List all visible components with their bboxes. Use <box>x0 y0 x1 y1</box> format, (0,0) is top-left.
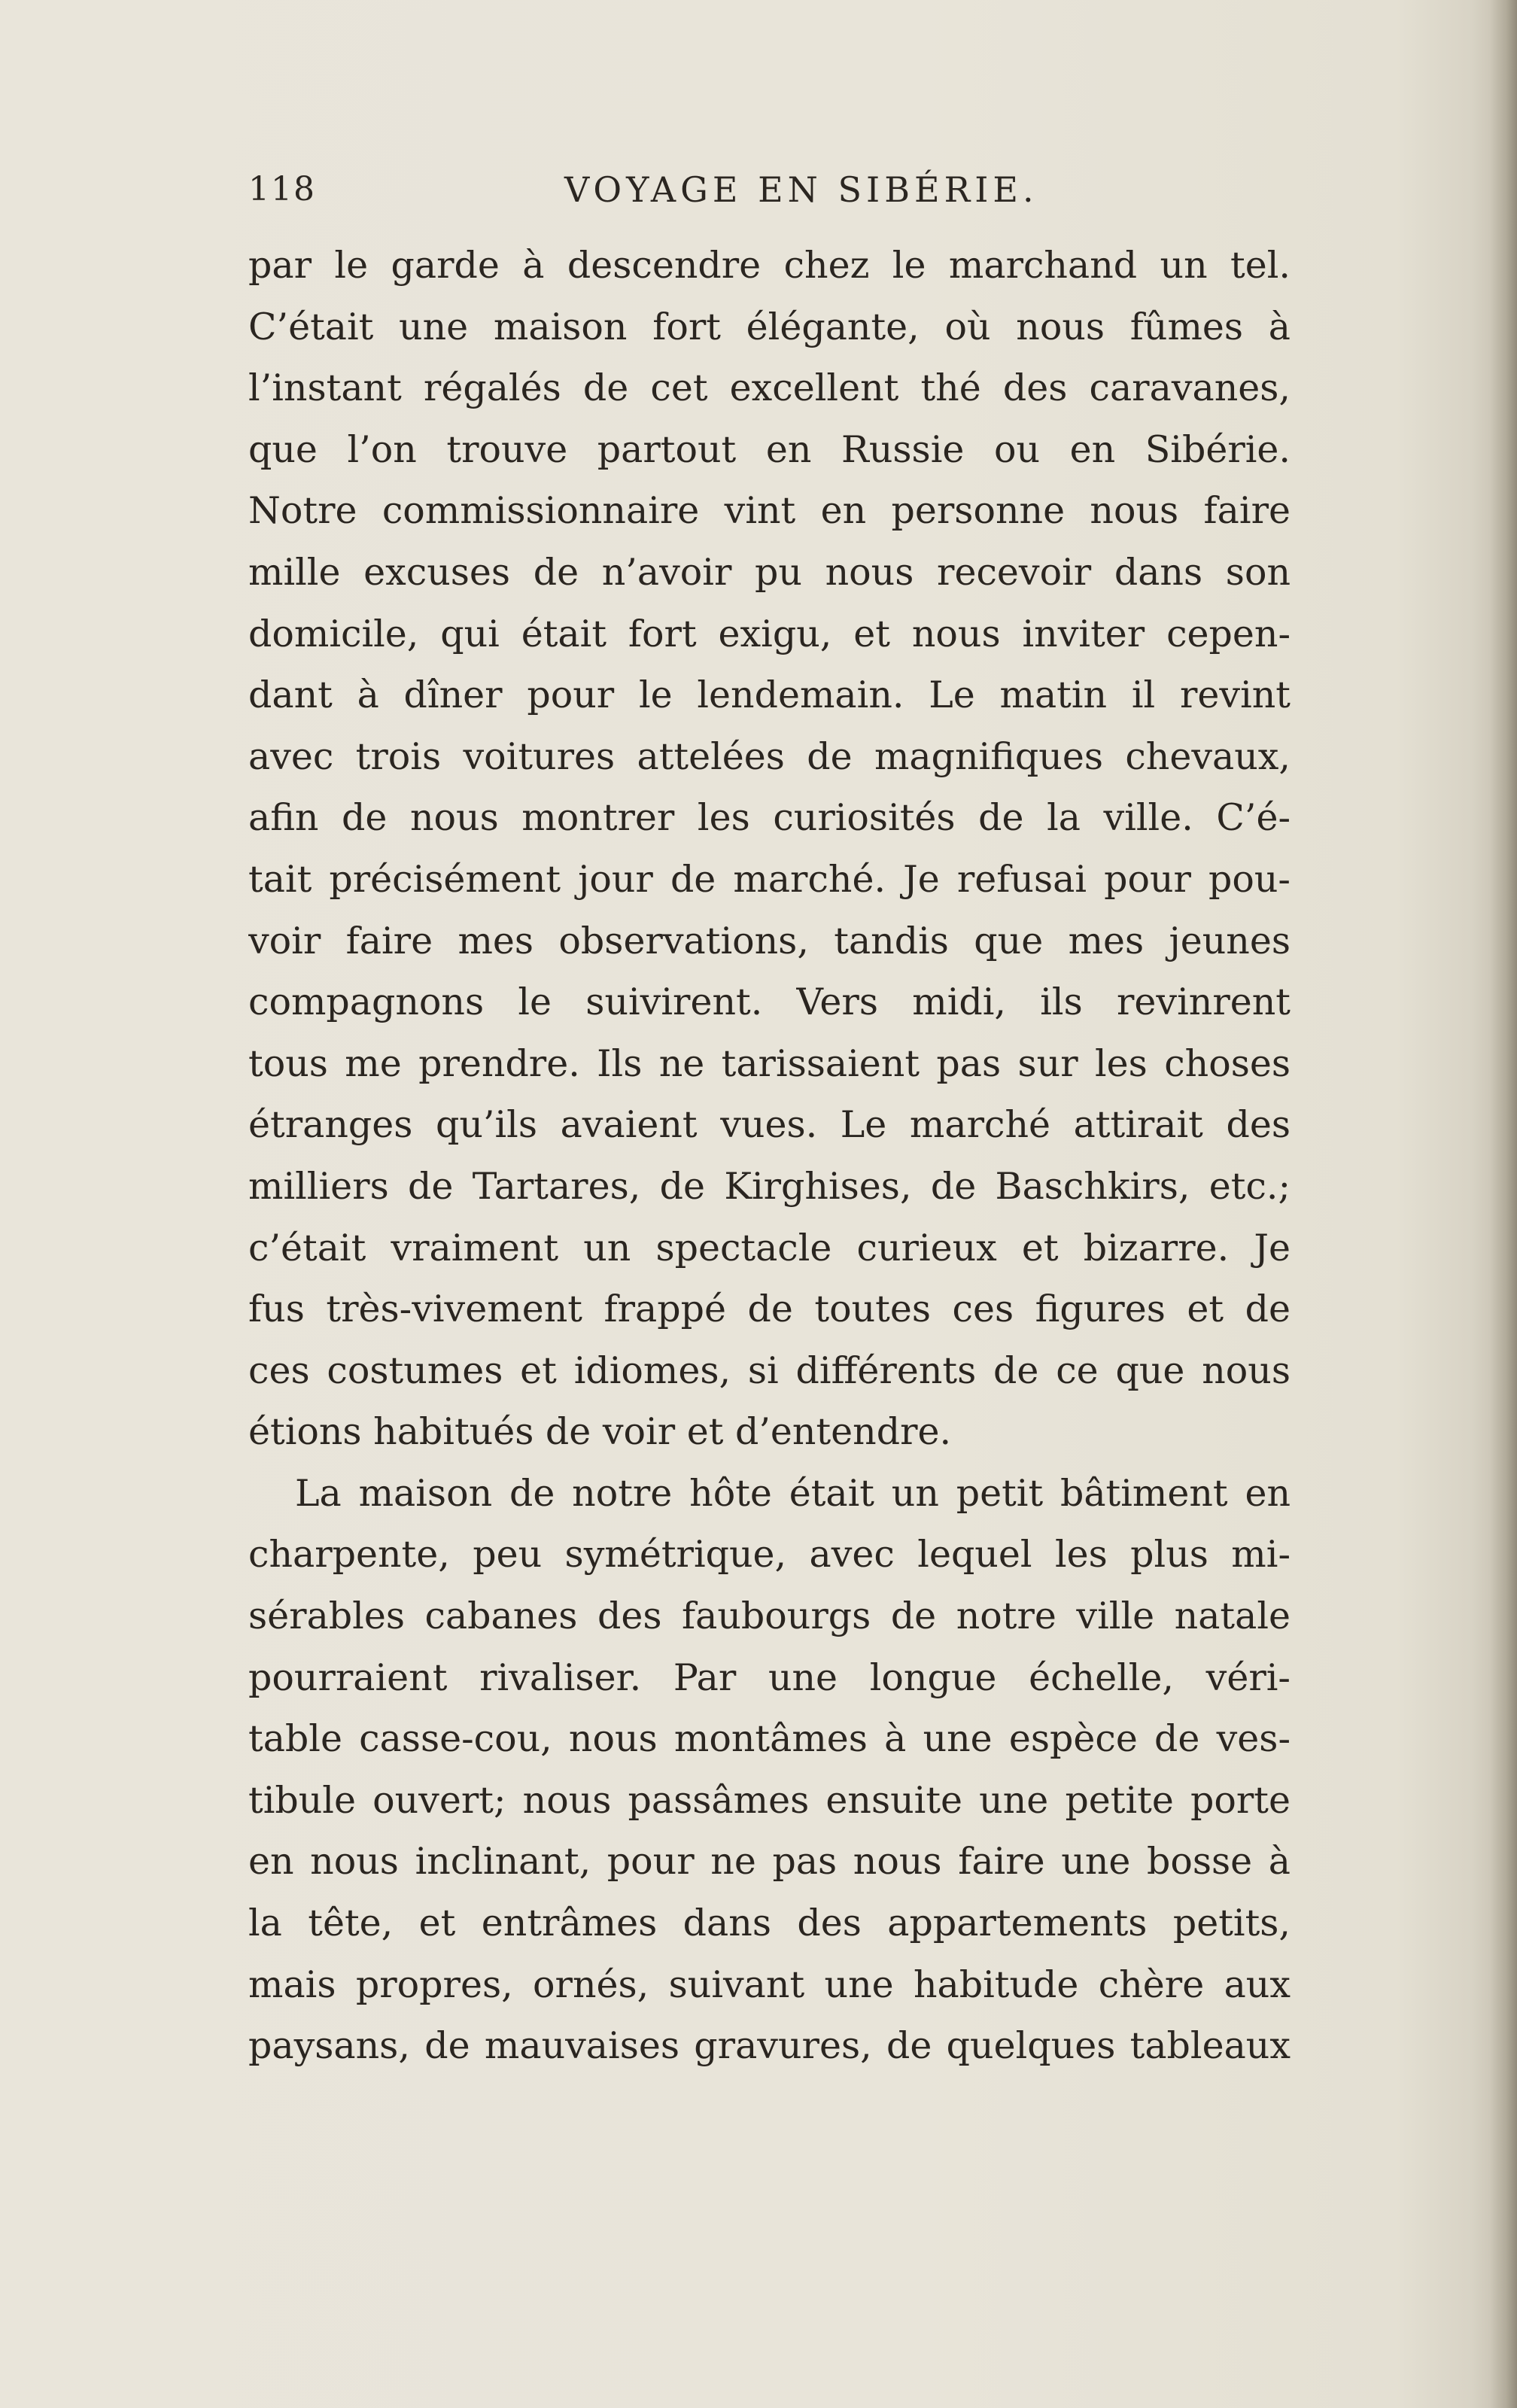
page-number: 118 <box>248 170 316 208</box>
text-line: fus très-vivement frappé de toutes ces figures et de <box>248 1288 1291 1331</box>
text-line: ces costumes et idiomes, si différents de ce que nous <box>248 1348 1291 1392</box>
text-line: Notre commissionnaire vint en personne nous faire <box>248 489 1291 533</box>
body-text <box>248 235 1291 2077</box>
text-line: en nous inclinant, pour ne pas nous faire une bosse à <box>248 1840 1291 1884</box>
paragraph-first-line: La maison de notre hôte était un petit bâtiment en <box>295 1471 1291 1515</box>
text-line: la tête, et entrâmes dans des appartements petits, <box>248 1902 1291 1945</box>
text-line: tait précisément jour de marché. Je refusai pour pou- <box>248 857 1291 901</box>
text-line: table casse-cou, nous montâmes à une espèce de ves- <box>248 1717 1291 1761</box>
text-line: avec trois voitures attelées de magnifiques chevaux, <box>248 734 1291 778</box>
text-line: dant à dîner pour le lendemain. Le matin il revint <box>248 673 1291 717</box>
text-line: C’était une maison fort élégante, où nous fûmes à <box>248 305 1291 348</box>
text-line: charpente, peu symétrique, avec lequel les plus mi- <box>248 1533 1291 1576</box>
text-line: tous me prendre. Ils ne tarissaient pas sur les choses <box>248 1041 1291 1085</box>
text-line: paysans, de mauvaises gravures, de quelques tableaux <box>248 2024 1291 2068</box>
text-line: mais propres, ornés, suivant une habitude chère aux <box>248 1963 1291 2006</box>
text-line: compagnons le suivirent. Vers midi, ils revinrent <box>248 981 1291 1024</box>
text-line: que l’on trouve partout en Russie ou en Sibérie. <box>248 427 1291 471</box>
text-line: l’instant régalés de cet excellent thé des caravanes, <box>248 366 1291 410</box>
text-line: pourraient rivaliser. Par une longue échelle, véri- <box>248 1655 1291 1699</box>
text-line: étranges qu’ils avaient vues. Le marché attirait des <box>248 1103 1291 1147</box>
text-line: voir faire mes observations, tandis que mes jeunes <box>248 919 1291 962</box>
text-line: sérables cabanes des faubourgs de notre ville natale <box>248 1595 1291 1638</box>
page-header <box>248 160 1287 220</box>
text-line: afin de nous montrer les curiosités de la ville. C’é- <box>248 796 1291 840</box>
text-line: c’était vraiment un spectacle curieux et bizarre. Je <box>248 1226 1291 1269</box>
text-line: par le garde à descendre chez le marchand un tel. <box>248 244 1291 287</box>
running-title: VOYAGE EN SIBÉRIE. <box>564 169 1038 210</box>
text-line: tibule ouvert; nous passâmes ensuite une petite porte <box>248 1778 1291 1822</box>
text-line: mille excuses de n’avoir pu nous recevoir dans son <box>248 550 1291 594</box>
paragraph-last-line: étions habitués de voir et d’entendre. <box>248 1410 952 1454</box>
text-line: domicile, qui était fort exigu, et nous inviter cepen- <box>248 612 1291 655</box>
text-line: milliers de Tartares, de Kirghises, de Baschkirs, etc.; <box>248 1164 1291 1208</box>
page-edge-shadow <box>1490 0 1517 2408</box>
